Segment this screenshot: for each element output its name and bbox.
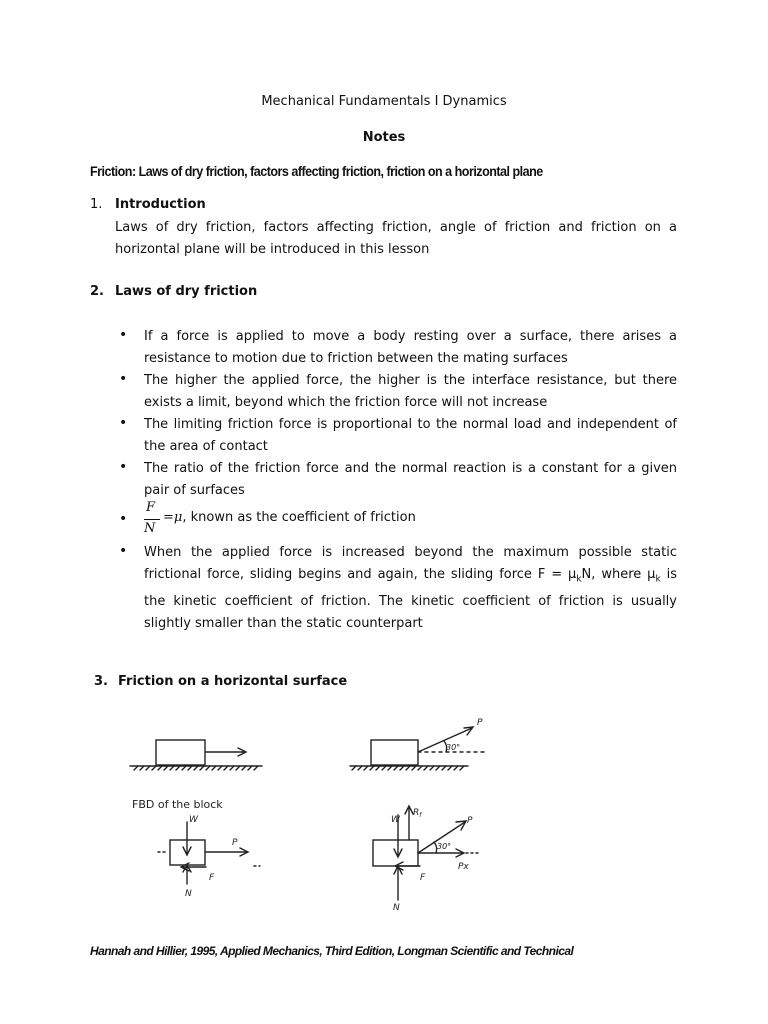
block-2 [371, 740, 418, 765]
document-subtitle: Notes [362, 130, 406, 145]
block-horizontal-pull-diagram [130, 740, 262, 770]
label-w-2: W [391, 815, 400, 825]
document-title: Mechanical Fundamentals I Dynamics [261, 94, 507, 109]
inclined-pull-arrow [418, 728, 472, 752]
topic-heading: Friction: Laws of dry friction, factors affecting friction, friction on a horizontal plane [90, 164, 543, 179]
fbd-inclined-diagram [373, 806, 480, 900]
label-f-1: F [209, 873, 215, 883]
bullet-6-subscript-2: k [655, 574, 661, 585]
bullet-6-subscript-1: k [576, 574, 582, 585]
section-2-number: 2. [90, 284, 104, 299]
bullet-item-3: The limiting friction force is proportional to the normal load and independent of the area of contact [144, 417, 677, 454]
bullet-item-1: If a force is applied to move a body resting over a surface, there arises a resistance to motion due to friction between the mating surfaces [144, 329, 677, 366]
section-1-body: Laws of dry friction, factors affecting friction, angle of friction and friction on a horizontal plane will be introduced in this lesson [115, 220, 677, 257]
bullet-dot: • [119, 327, 128, 343]
formula-denominator: N [144, 521, 156, 536]
label-p-2: P [467, 816, 473, 826]
bullet-6-part-2: N, where μ [581, 567, 656, 582]
bullet-dot: • [119, 511, 128, 527]
reference-footer: Hannah and Hillier, 1995, Applied Mechanics, Third Edition, Longman Scientific and Technical [90, 944, 574, 958]
block-1 [156, 740, 205, 765]
label-p-top: P [477, 718, 483, 728]
label-n-2: N [393, 903, 400, 913]
inclined-p-arrowhead-2 [456, 821, 466, 830]
fbd-caption: FBD of the block [132, 798, 223, 811]
bullet-item-2: The higher the applied force, the higher is the interface resistance, but there exists a limit, beyond which the friction force will not increase [144, 373, 677, 410]
label-f-2: F [420, 873, 426, 883]
label-px: Px [458, 862, 469, 872]
section-1-number: 1. [90, 197, 103, 212]
section-3-number: 3. [94, 674, 108, 689]
section-1-heading: Introduction [115, 197, 206, 212]
label-angle-top: 30° [446, 743, 461, 752]
bullet-6-part-3: is the kinetic coefficient of friction. The kinetic coefficient of friction is usually slightly smaller than the static counterpart [144, 567, 677, 631]
bullet-dot: • [119, 415, 128, 431]
formula-equals: = [163, 510, 174, 525]
formula-numerator: F [146, 500, 156, 515]
formula-mu: μ [173, 510, 183, 525]
bullet-dot: • [119, 543, 128, 559]
label-n-1: N [185, 889, 192, 899]
bullet-dot: • [119, 459, 128, 475]
bullet-6-part-1: When the applied force is increased beyond the maximum possible static frictional force, sliding begins and again, the sliding force F = μ [144, 545, 677, 582]
bullet-item-4: The ratio of the friction force and the normal reaction is a constant for a given pair of surfaces [144, 461, 677, 498]
label-r-2: $R_f$ [413, 808, 422, 819]
label-w-1: W [189, 815, 198, 825]
label-angle-2: 30° [437, 842, 452, 851]
bullet-dot: • [119, 371, 128, 387]
section-3-heading: Friction on a horizontal surface [118, 674, 348, 689]
formula-description: , known as the coefficient of friction [182, 510, 416, 525]
label-p-1: P [232, 838, 238, 848]
block-inclined-pull-diagram [350, 727, 484, 770]
section-2-heading: Laws of dry friction [115, 284, 258, 299]
